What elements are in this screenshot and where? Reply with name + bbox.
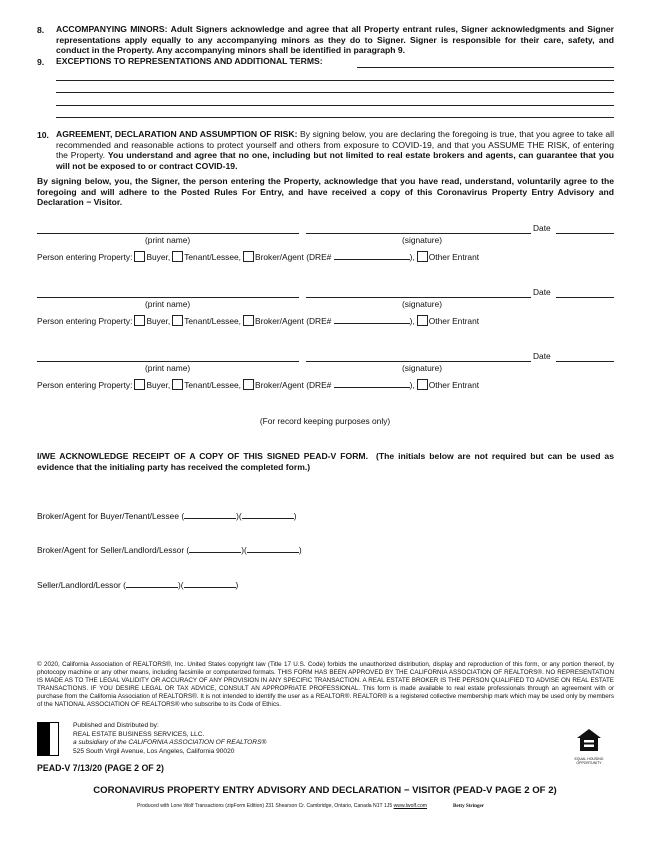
other-entrant-checkbox[interactable] — [417, 315, 428, 326]
other-entrant-label: Other Entrant — [428, 316, 480, 326]
item-8-heading: ACCOMPANYING MINORS: — [56, 24, 168, 34]
acknowledge-heading: I/WE ACKNOWLEDGE RECEIPT OF A COPY OF THIS SIGNED PEAD-V FORM. — [37, 451, 368, 461]
other-entrant-label: Other Entrant — [428, 252, 480, 262]
buyer-label: Buyer, — [146, 252, 171, 262]
lwolf-link[interactable]: www.lwolf.com — [393, 803, 428, 809]
signature-line[interactable] — [306, 361, 531, 362]
item-9-heading: EXCEPTIONS TO REPRESENTATIONS AND ADDITIONAL TERMS: — [56, 56, 323, 66]
copyright-notice: © 2020, California Association of REALTORS®, Inc. United States copyright law (Title 17 U.S. Code) forbids the unauthorized distribution, display and reproduction of this form, or any portion thereof, by photocopy machine or any other means, including facsimile or computerized formats. THIS FORM HAS BEEN APPROVED BY THE CALIFORNIA ASSOCIATION OF REALTORS®. NO REPRESENTATION IS MADE AS TO THE LEGAL VALIDITY OR ACCURACY OF ANY PROVISION IN ANY SPECIFIC TRANSACTION. A REAL ESTATE BROKER IS THE PERSON QUALIFIED TO ADVISE ON REAL ESTATE TRANSACTIONS. IF YOU DESIRE LEGAL OR TAX ADVICE, CONSULT AN APPROPRIATE PROFESSIONAL. This form is made available to real estate professionals through an agreement with or purchase from the California Association of REALTORS®. It is not intended to identify the user as a REALTOR®. REALTOR® is a registered collective membership mark which may be used only by members of the NATIONAL ASSOCIATION OF REALTORS® who subscribe to its Code of Ethics. — [37, 661, 614, 708]
tenant-checkbox[interactable] — [172, 379, 183, 390]
person-entering-row — [37, 315, 479, 326]
acknowledge-text: (The initials below are not required but can be used as evidence that the initialing party has received the completed form.) — [37, 451, 614, 472]
form-title: CORONAVIRUS PROPERTY ENTRY ADVISORY AND DECLARATION − VISITOR (PEAD-V PAGE 2 OF 2) — [93, 785, 557, 796]
print-name-line[interactable] — [37, 233, 299, 234]
person-label: Person entering Property: — [37, 252, 133, 262]
signature-line[interactable] — [306, 233, 531, 234]
initials-field[interactable] — [184, 587, 236, 588]
signature-caption: (signature) — [402, 363, 443, 373]
publisher-address: 525 South Virgil Avenue, Los Angeles, California 90020 — [73, 747, 235, 755]
record-note: (For record keeping purposes only) — [259, 416, 391, 426]
item-10-text: By signing below, you are declaring the foregoing is true, that you agree to take all recommended and reasonable actions to protect yourself and others from exposure to COVID-19, and that you ASSUME THE RISK, of entering the Property. — [56, 129, 614, 161]
initials-field[interactable] — [189, 552, 241, 553]
broker-close: ), — [409, 316, 415, 326]
signature-line[interactable] — [306, 297, 531, 298]
date-line[interactable] — [556, 233, 614, 234]
publisher-subsidiary: a subsidiary of the CALIFORNIA ASSOCIATION OF REALTORS® — [73, 739, 267, 746]
date-line[interactable] — [556, 297, 614, 298]
person-entering-row — [37, 251, 479, 262]
initials-label: Broker/Agent for Seller/Landlord/Lessor — [37, 545, 185, 555]
item-10-heading: AGREEMENT, DECLARATION AND ASSUMPTION OF RISK: — [56, 129, 298, 139]
eho-text: EQUAL HOUSING OPPORTUNITY — [574, 757, 604, 765]
exceptions-line[interactable] — [56, 117, 614, 118]
exceptions-line[interactable] — [357, 67, 614, 68]
tenant-checkbox[interactable] — [172, 251, 183, 262]
item-10-bold-text: You understand and agree that no one, including but not limited to real estate brokers and agents, can guarantee that you will not be exposed to or contract COVID-19. — [56, 150, 615, 171]
broker-checkbox[interactable] — [243, 251, 254, 262]
other-entrant-checkbox[interactable] — [417, 379, 428, 390]
person-entering-row — [37, 379, 479, 390]
rebs-logo-llc — [49, 722, 59, 756]
item-9-number: 9. — [37, 57, 45, 67]
print-name-caption: (print name) — [145, 235, 191, 245]
published-by: Published and Distributed by: — [73, 722, 159, 729]
date-label: Date — [533, 287, 551, 297]
item-10-number: 10. — [37, 130, 49, 140]
exceptions-line[interactable] — [56, 80, 614, 81]
initials-field[interactable] — [247, 552, 299, 553]
tenant-label: Tenant/Lessee, — [184, 316, 241, 326]
initials-seller: Seller/Landlord/Lessor ( )( ) — [37, 580, 239, 590]
broker-checkbox[interactable] — [243, 315, 254, 326]
initials-label: Broker/Agent for Buyer/Tenant/Lessee — [37, 511, 179, 521]
print-name-caption: (print name) — [145, 363, 191, 373]
buyer-label: Buyer, — [146, 316, 171, 326]
broker-label: Broker/Agent (DRE# — [255, 380, 332, 390]
date-label: Date — [533, 223, 551, 233]
initials-field[interactable] — [184, 518, 236, 519]
print-name-line[interactable] — [37, 297, 299, 298]
initials-seller-broker: Broker/Agent for Seller/Landlord/Lessor ( )( ) — [37, 545, 302, 555]
signing-statement: By signing below, you, the Signer, the person entering the Property, acknowledge that you have read, understand, voluntarily agree to the foregoing and will adhere to the Posted Rules For Entry, and have received a copy of this Coronavirus Property Entry Advisory and Declaration − Visitor. — [37, 176, 614, 208]
publisher — [73, 722, 266, 756]
buyer-checkbox[interactable] — [134, 315, 145, 326]
broker-label: Broker/Agent (DRE# — [255, 316, 332, 326]
rebs-logo — [37, 722, 49, 756]
item-8-number: 8. — [37, 25, 45, 35]
signature-caption: (signature) — [402, 299, 443, 309]
buyer-label: Buyer, — [146, 380, 171, 390]
person-label: Person entering Property: — [37, 316, 133, 326]
broker-checkbox[interactable] — [243, 379, 254, 390]
initials-label: Seller/Landlord/Lessor — [37, 580, 121, 590]
other-entrant-label: Other Entrant — [428, 380, 480, 390]
tenant-label: Tenant/Lessee, — [184, 380, 241, 390]
produced-text: Produced with Lone Wolf Transactions (zipForm Edition) 231 Shearson Cr. Cambridge, Ontario, Canada N1T 1J5 — [137, 803, 393, 809]
initials-field[interactable] — [242, 518, 294, 519]
exceptions-line[interactable] — [56, 92, 614, 93]
exceptions-line[interactable] — [56, 105, 614, 106]
initials-buyer-broker: Broker/Agent for Buyer/Tenant/Lessee ( )( ) — [37, 511, 297, 521]
tenant-label: Tenant/Lessee, — [184, 252, 241, 262]
tenant-checkbox[interactable] — [172, 315, 183, 326]
produced-with — [137, 803, 484, 809]
item-8 — [56, 24, 614, 56]
initials-field[interactable] — [126, 587, 178, 588]
signature-caption: (signature) — [402, 235, 443, 245]
buyer-checkbox[interactable] — [134, 379, 145, 390]
dre-number-field[interactable] — [334, 323, 410, 324]
user-name: Betty Stringer — [453, 803, 485, 809]
acknowledge-receipt — [37, 451, 614, 472]
item-10 — [56, 129, 614, 171]
form-id: PEAD-V 7/13/20 (PAGE 2 OF 2) — [37, 763, 164, 773]
person-label: Person entering Property: — [37, 380, 133, 390]
dre-number-field[interactable] — [334, 259, 410, 260]
print-name-caption: (print name) — [145, 299, 191, 309]
equal-housing-icon — [573, 728, 605, 765]
buyer-checkbox[interactable] — [134, 251, 145, 262]
broker-close: ), — [409, 380, 415, 390]
date-line[interactable] — [556, 361, 614, 362]
date-label: Date — [533, 351, 551, 361]
broker-close: ), — [409, 252, 415, 262]
dre-number-field[interactable] — [334, 387, 410, 388]
publisher-company: REAL ESTATE BUSINESS SERVICES, LLC. — [73, 730, 205, 738]
broker-label: Broker/Agent (DRE# — [255, 252, 332, 262]
item-8-text: Adult Signers acknowledge and agree that all Property entrant rules, Signer acknowledgments and Signer representations apply equally to any accompanying minors as they do to Signer. Signer is responsible for their care, safety, and conduct in the Property. Any accompanying minors shall be identified in paragraph 9. — [56, 24, 615, 56]
other-entrant-checkbox[interactable] — [417, 251, 428, 262]
print-name-line[interactable] — [37, 361, 299, 362]
